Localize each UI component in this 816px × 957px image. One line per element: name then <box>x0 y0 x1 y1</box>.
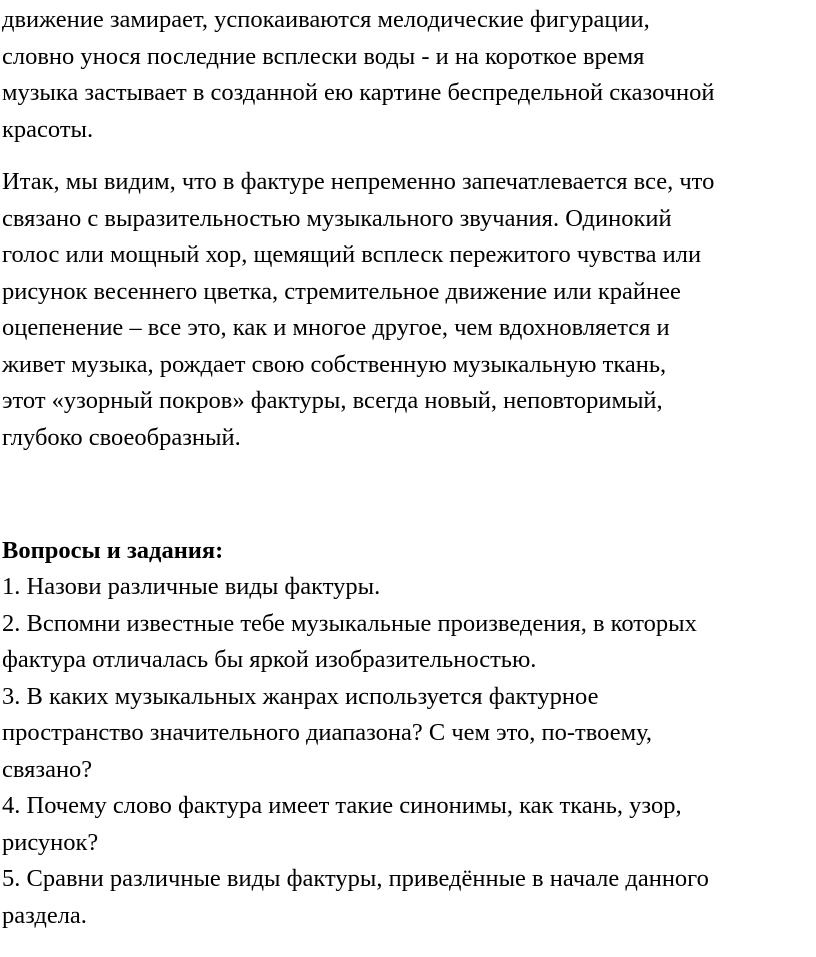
text-line: связано с выразительностью музыкального звучания. Одинокий <box>2 204 672 232</box>
question-item <box>2 788 816 861</box>
question-line: раздела. <box>2 901 87 929</box>
text-line: движение замирает, успокаиваются мелодические фигурации, <box>2 6 650 33</box>
question-line: пространство значительного диапазона? С чем это, по-твоему, <box>2 719 653 746</box>
question-line: рисунок? <box>2 828 99 856</box>
question-line: фактура отличалась бы яркой изобразительностью. <box>2 646 537 673</box>
question-line: 3. В каких музыкальных жанрах используется фактурное <box>2 682 599 710</box>
text-line: глубоко своеобразный. <box>2 423 241 451</box>
text-line: красоты. <box>2 115 94 143</box>
question-item <box>2 679 816 789</box>
question-line: 1. Назови различные виды фактуры. <box>2 573 381 600</box>
question-item <box>2 861 816 934</box>
text-line: музыка застывает в созданной ею картине беспредельной сказочной <box>2 79 715 106</box>
question-line: 2. Вспомни известные тебе музыкальные произведения, в которых <box>2 609 697 637</box>
question-line: связано? <box>2 755 93 783</box>
text-line: рисунок весеннего цветка, стремительное движение или крайнее <box>2 277 681 305</box>
question-line: 5. Сравни различные виды фактуры, приведённые в начале данного <box>2 865 709 892</box>
questions-heading: Вопросы и задания: <box>2 537 224 564</box>
text-line: этот «узорный покров» фактуры, всегда новый, неповторимый, <box>2 387 663 414</box>
text-line: словно унося последние всплески воды - и на короткое время <box>2 42 645 70</box>
paragraph-1 <box>2 2 816 148</box>
text-line: живет музыка, рождает свою собственную музыкальную ткань, <box>2 350 667 378</box>
question-item <box>2 606 816 679</box>
questions-list <box>2 569 816 934</box>
text-line: Итак, мы видим, что в фактуре непременно запечатлевается все, что <box>2 168 715 195</box>
paragraph-2 <box>2 164 816 456</box>
question-item <box>2 569 816 606</box>
text-line: оцепенение – все это, как и многое другое, чем вдохновляется и <box>2 314 670 341</box>
question-line: 4. Почему слово фактура имеет такие синонимы, как ткань, узор, <box>2 792 682 819</box>
text-line: голос или мощный хор, щемящий всплеск пережитого чувства или <box>2 241 702 268</box>
